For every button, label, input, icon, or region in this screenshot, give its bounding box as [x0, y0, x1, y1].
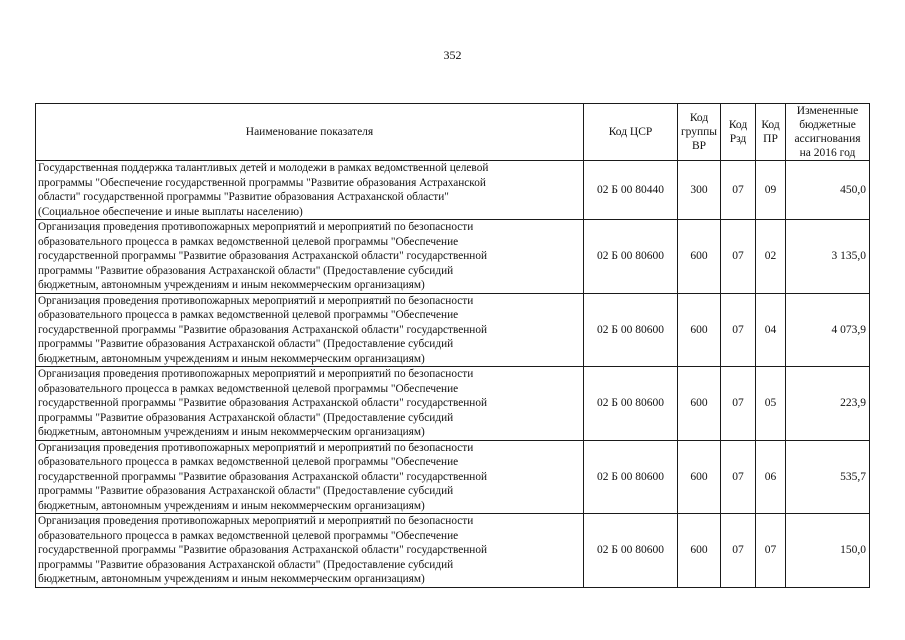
header-rzd-code: Код Рзд: [721, 104, 756, 161]
cell-vr-code: 600: [678, 220, 721, 294]
cell-vr-code: 300: [678, 161, 721, 220]
cell-name: Организация проведения противопожарных мероприятий и мероприятий по безопасности образовательного процесса в рамках ведомственной целевой программы "Обеспечение государственной программы "Развитие образования Астраханской области" государственной программы "Развитие образования Астраханской области" (Предоставление субсидий бюджетным, автономным учреждениям и иным некоммерческим организациям): [36, 514, 584, 588]
page-number: 352: [443, 48, 462, 62]
cell-name: Организация проведения противопожарных мероприятий и мероприятий по безопасности образовательного процесса в рамках ведомственной целевой программы "Обеспечение государственной программы "Развитие образования Астраханской области" государственной программы "Развитие образования Астраханской области" (Предоставление субсидий бюджетным, автономным учреждениям и иным некоммерческим организациям): [36, 293, 584, 367]
cell-pr-code: 04: [756, 293, 786, 367]
cell-csr-code: 02 Б 00 80600: [584, 220, 678, 294]
table-row: [36, 367, 870, 441]
cell-budget-sum: 150,0: [786, 514, 870, 588]
cell-name: Организация проведения противопожарных мероприятий и мероприятий по безопасности образовательного процесса в рамках ведомственной целевой программы "Обеспечение государственной программы "Развитие образования Астраханской области" государственной программы "Развитие образования Астраханской области" (Предоставление субсидий бюджетным, автономным учреждениям и иным некоммерческим организациям): [36, 440, 584, 514]
cell-budget-sum: 223,9: [786, 367, 870, 441]
table-header-row: [36, 104, 870, 161]
cell-rzd-code: 07: [721, 367, 756, 441]
cell-vr-code: 600: [678, 440, 721, 514]
table-row: [36, 293, 870, 367]
cell-rzd-code: 07: [721, 440, 756, 514]
cell-csr-code: 02 Б 00 80600: [584, 514, 678, 588]
cell-name: Государственная поддержка талантливых детей и молодежи в рамках ведомственной целевой программы "Обеспечение государственной программы "Развитие образования Астраханской области" государственной программы "Развитие образования Астраханской области" (Социальное обеспечение и иные выплаты населению): [36, 161, 584, 220]
cell-rzd-code: 07: [721, 161, 756, 220]
cell-budget-sum: 3 135,0: [786, 220, 870, 294]
cell-rzd-code: 07: [721, 293, 756, 367]
cell-name: Организация проведения противопожарных мероприятий и мероприятий по безопасности образовательного процесса в рамках ведомственной целевой программы "Обеспечение государственной программы "Развитие образования Астраханской области" государственной программы "Развитие образования Астраханской области" (Предоставление субсидий бюджетным, автономным учреждениям и иным некоммерческим организациям): [36, 220, 584, 294]
cell-csr-code: 02 Б 00 80600: [584, 367, 678, 441]
cell-pr-code: 05: [756, 367, 786, 441]
cell-csr-code: 02 Б 00 80600: [584, 440, 678, 514]
table-row: [36, 220, 870, 294]
cell-pr-code: 06: [756, 440, 786, 514]
cell-name: Организация проведения противопожарных мероприятий и мероприятий по безопасности образовательного процесса в рамках ведомственной целевой программы "Обеспечение государственной программы "Развитие образования Астраханской области" государственной программы "Развитие образования Астраханской области" (Предоставление субсидий бюджетным, автономным учреждениям и иным некоммерческим организациям): [36, 367, 584, 441]
header-name: Наименование показателя: [36, 104, 584, 161]
header-budget-sum: Измененные бюджетные ассигнования на 2016 год: [786, 104, 870, 161]
header-vr-code: Код группы ВР: [678, 104, 721, 161]
cell-csr-code: 02 Б 00 80600: [584, 293, 678, 367]
cell-csr-code: 02 Б 00 80440: [584, 161, 678, 220]
cell-vr-code: 600: [678, 293, 721, 367]
cell-budget-sum: 450,0: [786, 161, 870, 220]
cell-pr-code: 07: [756, 514, 786, 588]
header-pr-code: Код ПР: [756, 104, 786, 161]
cell-budget-sum: 535,7: [786, 440, 870, 514]
cell-vr-code: 600: [678, 514, 721, 588]
table-row: [36, 161, 870, 220]
table-row: [36, 514, 870, 588]
cell-vr-code: 600: [678, 367, 721, 441]
table-row: [36, 440, 870, 514]
budget-table: [35, 103, 870, 588]
cell-rzd-code: 07: [721, 220, 756, 294]
cell-rzd-code: 07: [721, 514, 756, 588]
cell-budget-sum: 4 073,9: [786, 293, 870, 367]
cell-pr-code: 09: [756, 161, 786, 220]
cell-pr-code: 02: [756, 220, 786, 294]
header-csr-code: Код ЦСР: [584, 104, 678, 161]
